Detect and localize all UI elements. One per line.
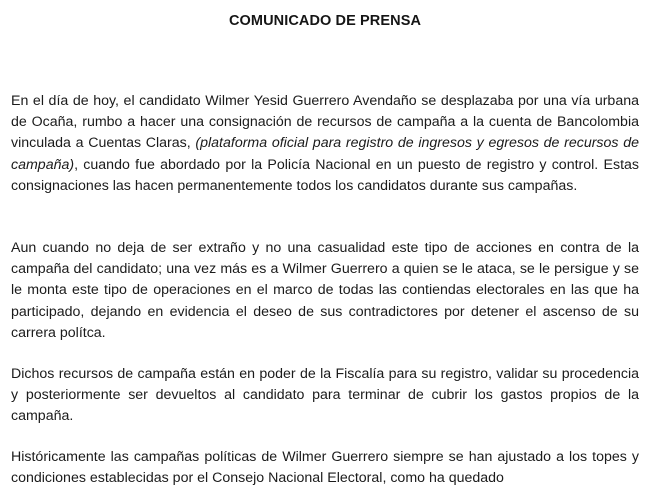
paragraph-2: Aun cuando no deja de ser extraño y no una casualidad este tipo de acciones en contra de la campaña del candidato; una vez más es a Wilmer Guerrero a quien se le ataca, se le persigue y se le monta este tipo de operaciones en el marco de todas las contiendas electorales en las que ha participado, dejando en evidencia el deseo de sus contradictores por detener el ascenso de su carrera polítca.	[11, 240, 639, 341]
paragraph-1-text-start: En el día de hoy, el candidato Wilmer Yesid Guerrero Avendaño se desplazaba por una vía urbana de Ocaña, rumbo a hacer una consignación de recursos de campaña a la cuenta de Bancolombia vinculada a Cuentas Claras,	[11, 93, 639, 152]
paragraph-1-text-end: , cuando fue abordado por la Policía Nacional en un puesto de registro y control. Estas consignaciones las hacen permanentemente todos los candidatos durante sus campañas.	[11, 156, 639, 194]
document-title: COMUNICADO DE PRENSA	[228, 13, 422, 29]
paragraph-3: Dichos recursos de campaña están en poder de la Fiscalía para su registro, validar su procedencia y posteriormente ser devueltos al candidato para terminar de cubrir los gastos propios de la campaña.	[11, 366, 639, 425]
paragraph-4: Históricamente las campañas políticas de Wilmer Guerrero siempre se han ajustado a los topes y condiciones establecidas por el Consejo Nacional Electoral, como ha quedado	[11, 449, 639, 487]
paragraph-1	[11, 91, 639, 197]
paragraph-1-italic-note: (plataforma oficial para registro de ingresos y egresos de recursos de campaña)	[11, 135, 639, 173]
